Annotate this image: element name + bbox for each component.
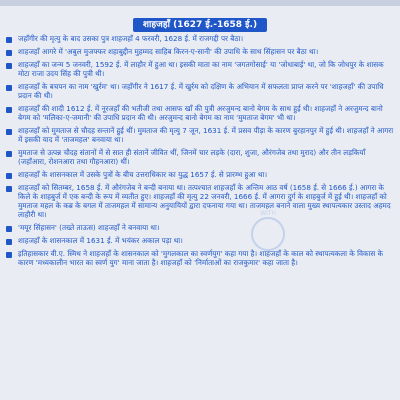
bullet-icon xyxy=(6,252,12,258)
list-item xyxy=(6,170,394,179)
top-band xyxy=(0,0,400,6)
list-item xyxy=(6,126,394,144)
item-text: शाहजहाँ के शासनकाल में उसके पुत्रों के बीच उत्तराधिकार का युद्ध 1657 ई. से प्रारम्भ हुआ था। xyxy=(18,170,268,179)
item-text: शाहजहाँ का जन्म 5 जनवरी, 1592 ई. में लाहौर में हुआ था। इसकी माता का नाम 'जगतगोसाई' या 'जोधाबाई' था, जो कि जोधपुर के शासक मोटा राजा उदय सिंह की पुत्री थी। xyxy=(18,60,384,78)
item-text: शाहजहाँ के शासनकाल में 1631 ई. में भयंकर अकाल पड़ा था। xyxy=(18,236,183,245)
bullet-icon xyxy=(6,186,12,192)
list-item xyxy=(6,183,394,219)
list-item xyxy=(6,148,394,166)
item-text: मुमताज से उत्पन्न चौदह संतानों में से सात ही संतानें जीवित थीं, जिनमें चार लड़के (दारा, शुजा, औरंगजेब तथा मुराद) और तीन लड़कियाँ (जहाँआरा, रोशनआरा तथा गौहनआरा) थीं। xyxy=(18,148,366,166)
list-item xyxy=(6,104,394,122)
bullet-icon xyxy=(6,226,12,232)
bullet-icon xyxy=(6,63,12,69)
item-text: जहाँगीर की मृत्यु के बाद उसका पुत्र शाहजहाँ 4 फरवरी, 1628 ई. में राजगद्दी पर बैठा। xyxy=(18,34,244,43)
watermark xyxy=(250,210,286,250)
list-item xyxy=(6,34,394,43)
item-text: इतिहासकार वी.ए. स्मिथ ने शाहजहाँ के शासनकाल को 'मुगलकाल का स्वर्णयुग' कहा गया है। शाहजहाँ के काल को स्थापत्यकला के विकास के कारण 'मध्यकालीन भारत का स्वर्ण युग' माना जाता है। शाहजहाँ को 'निर्माताओं का राजकुमार' कहा जाता है। xyxy=(18,249,383,267)
page-title: शाहजहाँ (1627 ई.-1658 ई.) xyxy=(133,18,267,32)
bullet-icon xyxy=(6,50,12,56)
content xyxy=(6,34,394,394)
watermark-circle-icon xyxy=(251,217,285,251)
list-item xyxy=(6,249,394,267)
bullet-icon xyxy=(6,107,12,113)
item-text: शाहजहाँ की शादी 1612 ई. में नूरजहाँ की भतीजी तथा आसफ खाँ की पुत्री अरजुमन्द बानो बेगम के साथ हुई थी। शाहजहाँ ने अरजुमन्द बानो बेगम को 'मलिका-ए-जमानी' की उपाधि प्रदान की थी। अरजुमन्द बानो बेगम का नाम 'मुमताज बेगम' भी था। xyxy=(18,104,383,122)
item-text: शाहजहाँ को मुमताज से चौदह सन्तानें हुई थीं। मुमताज की मृत्यु 7 जून, 1631 ई. में प्रसव पीड़ा के कारण बुरहानपुर में हुई थी। शाहजहाँ ने आगरा में इसकी याद में 'ताजमहल' बनवाया था। xyxy=(18,126,394,144)
header xyxy=(0,12,400,28)
item-text: शाहजहाँ के बचपन का नाम 'खुर्रम' था। जहाँगीर ने 1617 ई. में खुर्रम को दक्षिण के अभियान में सफलता प्राप्त करने पर 'शाहजहाँ' की उपाधि प्रदान की थी। xyxy=(18,82,384,100)
item-text: 'मयूर सिंहासन' (तख्ते ताऊस) शाहजहाँ ने बनवाया था। xyxy=(18,223,160,232)
item-text: शाहजहाँ को सितम्बर, 1658 ई. में औरंगजेब ने बन्दी बनाया था। तत्पश्चात शाहजहाँ के अन्तिम आठ वर्ष (1658 ई. से 1666 ई.) आगरा के किले के शाहबुर्ज में एक बन्दी के रूप में व्यतीत हुए। शाहजहाँ की मृत्यु 22 जनवरी, 1666 ई. में आगरा दुर्ग के शाहबुर्ज में हुई थी। शाहजहाँ को मुमताज महल के कब्र के बगल में ताजमहल में सामान्य अनुयायियों द्वारा दफनाया गया था। ताजमहल बनाने वाला मुख्य स्थापत्यकार उस्ताद अहमद लाहौरी था। xyxy=(18,183,391,219)
bullet-icon xyxy=(6,37,12,43)
bullet-icon xyxy=(6,85,12,91)
watermark-text: WITH xyxy=(260,210,276,217)
list-item xyxy=(6,223,394,232)
bullet-icon xyxy=(6,173,12,179)
bullet-icon xyxy=(6,239,12,245)
list-item xyxy=(6,60,394,78)
bullet-icon xyxy=(6,129,12,135)
bullet-icon xyxy=(6,151,12,157)
list-item xyxy=(6,236,394,245)
item-text: शाहजहाँ आगरे में 'अबुल मुजफ्फर शहाबुद्दीन मुहम्मद साहिब किरन-ए-सानी' की उपाधि के साथ सिंहासन पर बैठा था। xyxy=(18,47,319,56)
list-item xyxy=(6,47,394,56)
list-item xyxy=(6,82,394,100)
